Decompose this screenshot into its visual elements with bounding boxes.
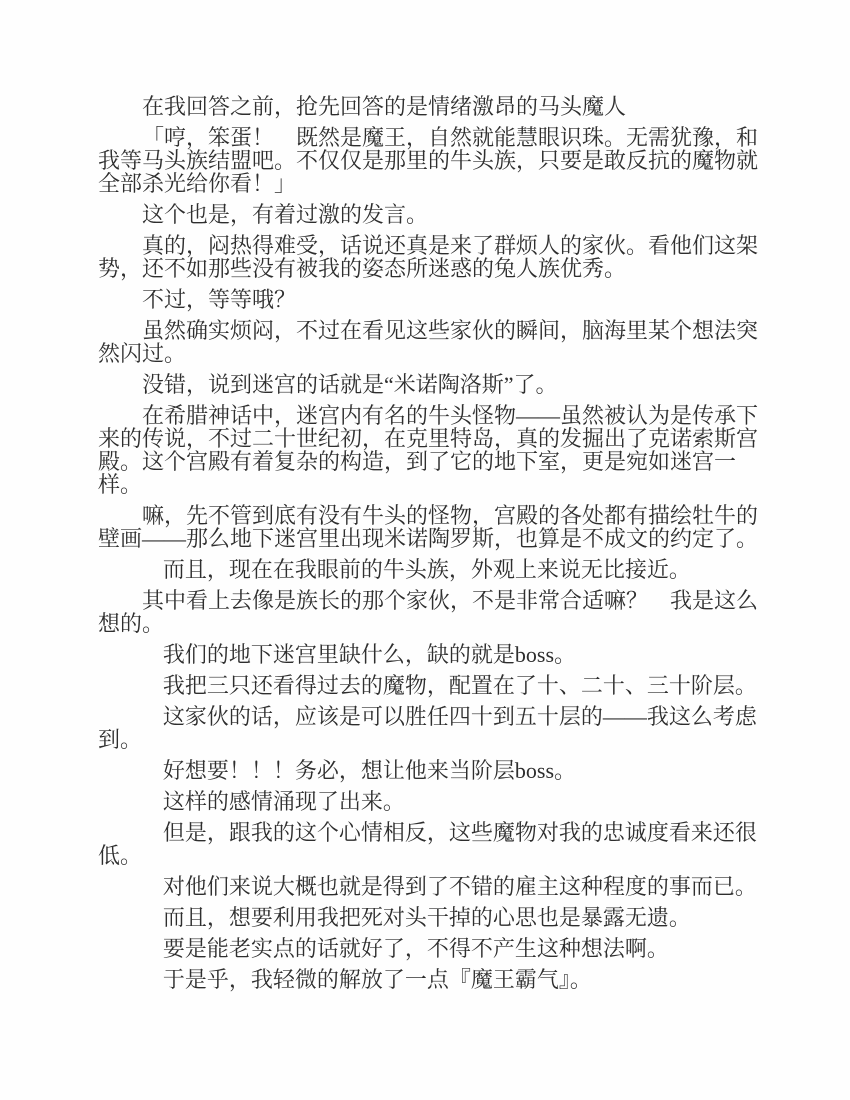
paragraph: 而且，想要利用我把死对头干掉的心思也是暴露无遗。 <box>162 905 691 930</box>
paragraph: 没错，说到迷宫的话就是“米诺陶洛斯”了。 <box>142 372 558 397</box>
paragraph: 在希腊神话中，迷宫内有名的牛头怪物——虽然被认为是传承下来的传说，不过二十世纪初，在克里特岛，真的发掘出了克诺索斯宫殿。这个宫殿有着复杂的构造，到了它的地下室，更是宛如迷宫一样。 <box>98 403 759 497</box>
paragraph: 嘛，先不管到底有没有牛头的怪物，宫殿的各处都有描绘牡牛的壁画——那么地下迷宫里出现米诺陶罗斯，也算是不成文的约定了。 <box>98 503 759 551</box>
paragraph: 不过，等等哦？ <box>142 287 297 312</box>
paragraph: 于是乎，我轻微的解放了一点『魔王霸气』。 <box>162 967 592 992</box>
paragraph: 要是能老实点的话就好了，不得不产生这种想法啊。 <box>162 936 669 961</box>
paragraph: 好想要！！！务必，想让他来当阶层boss。 <box>162 758 577 783</box>
paragraph: 真的，闷热得难受，话说还真是来了群烦人的家伙。看他们这架势，还不如那些没有被我的姿态所迷惑的兔人族优秀。 <box>98 233 759 281</box>
paragraph: 我把三只还看得过去的魔物，配置在了十、二十、三十阶层。 <box>162 673 757 698</box>
paragraph: 「哼，笨蛋！ 既然是魔王，自然就能慧眼识珠。无需犹豫，和我等马头族结盟吧。不仅仅是那里的牛头族，只要是敢反抗的魔物就全部杀光给你看！」 <box>98 125 759 196</box>
text-content <box>98 95 766 991</box>
paragraph: 这家伙的话，应该是可以胜任四十到五十层的——我这么考虑到。 <box>98 704 757 752</box>
paragraph: 其中看上去像是族长的那个家伙，不是非常合适嘛？ 我是这么想的。 <box>98 588 759 636</box>
paragraph: 但是，跟我的这个心情相反，这些魔物对我的忠诚度看来还很低。 <box>98 820 757 868</box>
paragraph: 而且，现在在我眼前的牛头族，外观上来说无比接近。 <box>162 557 691 582</box>
paragraph: 这个也是，有着过激的发言。 <box>142 202 429 227</box>
paragraph: 我们的地下迷宫里缺什么，缺的就是boss。 <box>162 642 577 667</box>
paragraph: 在我回答之前，抢先回答的是情绪激昂的马头魔人 <box>142 94 627 119</box>
paragraph: 虽然确实烦闷，不过在看见这些家伙的瞬间，脑海里某个想法突然闪过。 <box>98 318 759 366</box>
paragraph: 对他们来说大概也就是得到了不错的雇主这种程度的事而已。 <box>162 874 757 899</box>
paragraph: 这样的感情涌现了出来。 <box>162 789 405 814</box>
